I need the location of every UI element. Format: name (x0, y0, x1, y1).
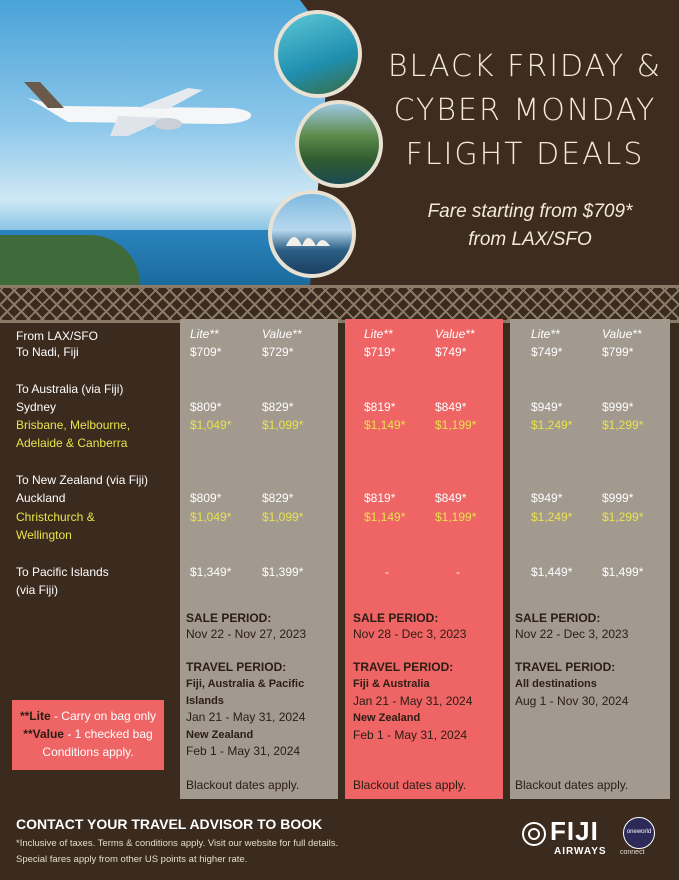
price: $949* (531, 400, 563, 414)
oneworld-logo (623, 817, 655, 849)
price: $849* (435, 400, 467, 414)
price: $1,049* (190, 510, 232, 524)
price: $749* (435, 345, 467, 359)
price: $809* (190, 491, 222, 505)
price: $729* (262, 345, 294, 359)
headline-line: BLACK FRIDAY & (387, 49, 663, 84)
brand-name: FIJI (550, 816, 599, 846)
route-christchurch: Christchurch & (16, 510, 95, 524)
lite-header: Lite** (531, 327, 560, 341)
blackout-note: Blackout dates apply. (515, 778, 629, 792)
travel-destinations: New Zealand (186, 729, 254, 741)
price: $1,299* (602, 510, 644, 524)
price: $1,299* (602, 418, 644, 432)
airplane-image (18, 78, 258, 138)
price: $819* (364, 400, 396, 414)
travel-destinations: Fiji, Australia & Pacific (186, 678, 305, 690)
price: $1,149* (364, 510, 406, 524)
value-note-label: **Value (23, 727, 64, 741)
route-sydney: Sydney (16, 400, 57, 414)
route-adelaide: Adelaide & Canberra (16, 436, 128, 450)
route-auckland: Auckland (16, 491, 66, 505)
value-note-text: - 1 checked bag (63, 727, 153, 741)
fare-column-3 (510, 319, 670, 799)
lite-header: Lite** (364, 327, 393, 341)
travel-destinations: Fiji & Australia (353, 678, 430, 690)
tapa-pattern-divider (0, 285, 679, 323)
fine-print: *Inclusive of taxes. Terms & conditions apply. Visit our website for full details. (16, 838, 339, 849)
sale-period-heading: SALE PERIOD: (515, 611, 601, 625)
price: $749* (531, 345, 563, 359)
bag-note (12, 700, 164, 770)
price: $1,399* (262, 565, 304, 579)
price: $849* (435, 491, 467, 505)
value-header: Value** (262, 327, 302, 341)
headline (375, 45, 675, 177)
lite-note-label: **Lite (19, 709, 51, 723)
value-header: Value** (435, 327, 475, 341)
route-pacific-islands: To Pacific Islands (16, 565, 109, 579)
travel-destinations: All destinations (515, 678, 597, 690)
travel-period-heading: TRAVEL PERIOD: (186, 660, 287, 674)
price: $1,249* (531, 510, 573, 524)
lite-header: Lite** (190, 327, 219, 341)
price: $949* (531, 491, 563, 505)
price: $1,099* (262, 418, 304, 432)
travel-destinations: New Zealand (353, 712, 421, 724)
value-header: Value** (602, 327, 642, 341)
hero-banner (0, 0, 679, 285)
price: $829* (262, 400, 294, 414)
route-via-fiji: (via Fiji) (16, 583, 58, 597)
conditions-note: Conditions apply. (42, 745, 134, 759)
price: $709* (190, 345, 222, 359)
value-note (12, 725, 164, 743)
price: $999* (602, 400, 634, 414)
route-australia: To Australia (via Fiji) (16, 382, 124, 396)
travel-dates: Jan 21 - May 31, 2024 (186, 710, 306, 724)
price: $1,149* (364, 418, 406, 432)
travel-dates: Feb 1 - May 31, 2024 (186, 744, 301, 758)
travel-dates: Feb 1 - May 31, 2024 (353, 728, 468, 742)
price: $1,049* (190, 418, 232, 432)
price: $809* (190, 400, 222, 414)
price: $1,499* (602, 565, 644, 579)
headline-line: FLIGHT DEALS (405, 137, 645, 172)
price: $1,349* (190, 565, 232, 579)
blackout-note: Blackout dates apply. (186, 778, 300, 792)
price: $719* (364, 345, 396, 359)
price: $829* (262, 491, 294, 505)
river-photo (295, 100, 383, 188)
tapa-emblem-icon (520, 820, 548, 848)
fine-print: Special fares apply from other US points at higher rate. (16, 854, 248, 865)
travel-period-heading: TRAVEL PERIOD: (515, 660, 616, 674)
fare-text (380, 198, 679, 254)
fare-line: from LAX/SFO (468, 229, 592, 250)
oneworld-text: oneworld (626, 829, 652, 835)
price: $1,449* (531, 565, 573, 579)
sale-period-heading: SALE PERIOD: (353, 611, 439, 625)
contact-heading: CONTACT YOUR TRAVEL ADVISOR TO BOOK (16, 816, 323, 832)
headline-line: CYBER MONDAY (393, 93, 657, 128)
travel-dates: Aug 1 - Nov 30, 2024 (515, 694, 629, 708)
price: $999* (602, 491, 634, 505)
travel-period-heading: TRAVEL PERIOD: (353, 660, 454, 674)
route-nadi: To Nadi, Fiji (16, 345, 79, 359)
price: $1,199* (435, 510, 477, 524)
price: $819* (364, 491, 396, 505)
sydney-opera-house-photo (268, 190, 356, 278)
price: - (385, 565, 389, 579)
sale-period-heading: SALE PERIOD: (186, 611, 272, 625)
price: $1,199* (435, 418, 477, 432)
sale-period-dates: Nov 22 - Nov 27, 2023 (186, 627, 307, 641)
fare-line: Fare starting from $709* (427, 201, 633, 222)
lite-note (12, 707, 164, 725)
blackout-note: Blackout dates apply. (353, 778, 467, 792)
fiji-airways-logo (520, 818, 620, 862)
travel-dates: Jan 21 - May 31, 2024 (353, 694, 473, 708)
price: $1,249* (531, 418, 573, 432)
route-wellington: Wellington (16, 528, 72, 542)
connect-label: connect (620, 849, 645, 856)
travel-destinations: Islands (186, 695, 224, 707)
route-new-zealand: To New Zealand (via Fiji) (16, 473, 149, 487)
lite-note-text: - Carry on bag only (50, 709, 157, 723)
sale-period-dates: Nov 22 - Dec 3, 2023 (515, 627, 629, 641)
price: - (456, 565, 460, 579)
sale-period-dates: Nov 28 - Dec 3, 2023 (353, 627, 467, 641)
price: $1,099* (262, 510, 304, 524)
price: $799* (602, 345, 634, 359)
brand-airways: AIRWAYS (554, 846, 607, 857)
route-origin: From LAX/SFO (16, 329, 99, 343)
snorkel-photo (274, 10, 362, 98)
route-brisbane: Brisbane, Melbourne, (16, 418, 131, 432)
